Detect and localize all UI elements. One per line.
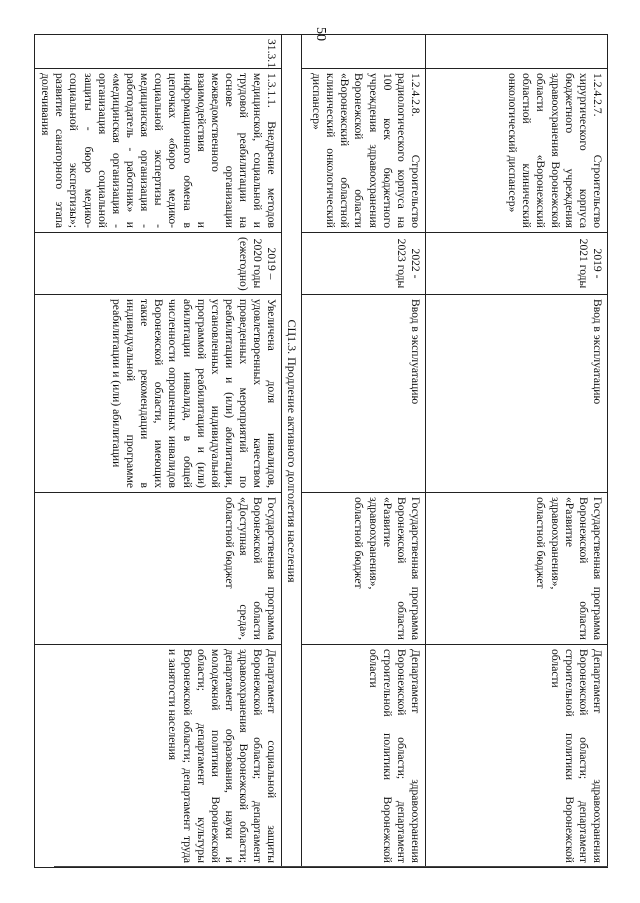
rotated-table-frame [39, 34, 608, 867]
measures-table [34, 34, 608, 868]
page-bottom-rule [54, 866, 608, 870]
cell-period: 2022 - 2023 годы [302, 233, 426, 295]
cell-number [426, 35, 608, 69]
cell-period: 2019 - 2021 годы [426, 233, 608, 295]
cell-executor: Департамент здравоохранения Воронежской области; департамент строительной политики Воронежской области [302, 645, 426, 868]
table-container [39, 34, 608, 867]
cell-executor: Департамент социальной защиты Воронежской области; департамент здравоохранения Воронежской области; департамент образования, науки и молодежной политики Воронежской области; департамент культуры Воронежской области; департамент труда и занятости населения [34, 645, 281, 868]
cell-program: Государственная программа Воронежской области «Развитие здравоохранения», областной бюджет [302, 493, 426, 645]
cell-measure: 1.2.4.2.7. Строительство хирургического корпуса бюджетного учреждения здравоохранения Воронежской области «Воронежский областной клинический онкологический диспансер» [426, 69, 608, 233]
cell-result: Увеличена доля инвалидов, удовлетворенных качеством проведенных мероприятий по реабилитации и (или) абилитации, установленных индивидуальной программой реабилитации и (или) абилитации инвалида, в общей численности опрошенных инвалидов Воронежской области, имеющих такие рекомендации в индивидуальной программе реабилитации и (или) абилитации [34, 295, 281, 493]
table-row [34, 35, 281, 868]
cell-program: Государственная программа Воронежской области «Развитие здравоохранения», областной бюджет [426, 493, 608, 645]
table-row [302, 35, 426, 868]
cell-result: Ввод в эксплуатацию [426, 295, 608, 493]
cell-number: З1.3.1 [34, 35, 281, 69]
cell-measure: 1.3.1.1. Внедрение методов медицинской, социальной и трудовой реабилитации на основе организации межведомственного взаимодействия и информационного обмена в цепочках «бюро медико-социальной экспертизы - медицинская организация - работодатель - работник» и «медицинская организация - организация социальной защиты - бюро медико-социальной экспертизы»; развитие санаторного этапа долечивания [34, 69, 281, 233]
page-number-text: 50 [313, 27, 328, 41]
cell-executor: Департамент здравоохранения Воронежской области; департамент строительной политики Воронежской области [426, 645, 608, 868]
cell-result: Ввод в эксплуатацию [302, 295, 426, 493]
cell-number [302, 35, 426, 69]
cell-period: 2019 – 2020 годы (ежегодно) [34, 233, 281, 295]
cell-program: Государственная программа Воронежской области «Доступная среда», областной бюджет [34, 493, 281, 645]
table-row [426, 35, 608, 868]
section-title: СЦ1.3. Продление активного долголетия населения [282, 35, 302, 868]
cell-measure: 1.2.4.2.8. Строительство радиологического корпуса на 100 коек бюджетного учреждения здравоохранения Воронежской области «Воронежский областной клинический онкологический диспансер» [302, 69, 426, 233]
section-row [282, 35, 302, 868]
